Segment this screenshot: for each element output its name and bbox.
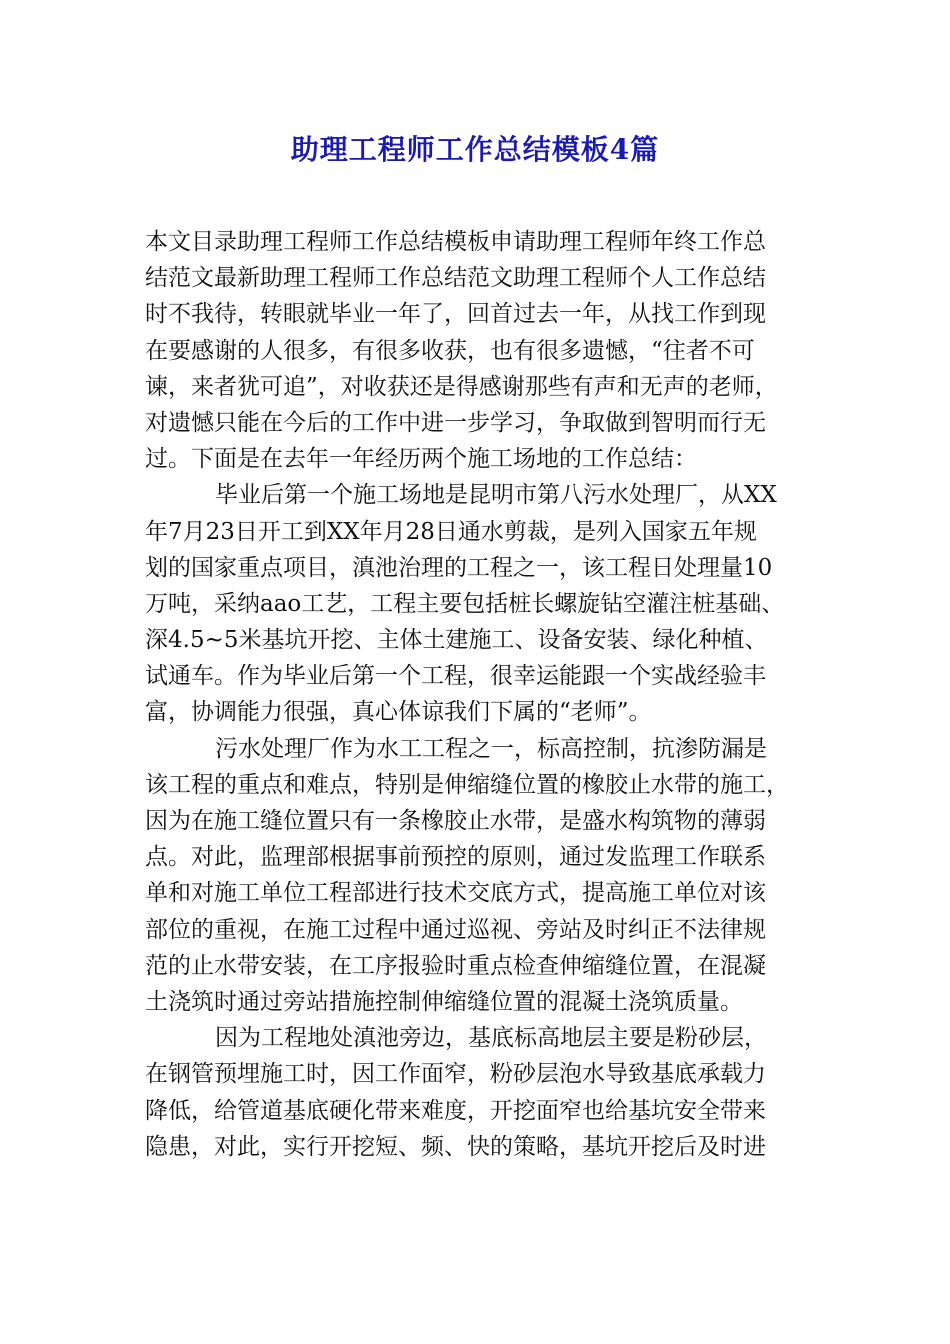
text-line: 范的止水带安装，在工序报验时重点检查伸缩缝位置，在混凝 (145, 952, 766, 979)
document-body (145, 224, 805, 1165)
text-line: 过。下面是在去年一年经历两个施工场地的工作总结： (145, 446, 697, 473)
text-line: 单和对施工单位工程部进行技术交底方式，提高施工单位对该 (145, 880, 766, 907)
text-line: 在要感谢的人很多，有很多收获，也有很多遗憾，“往者不可 (145, 337, 755, 364)
paragraph (145, 731, 805, 1021)
text-line: 深4.5~5米基坑开挖、主体土建施工、设备安装、绿化种植、 (145, 627, 768, 654)
text-line: 毕业后第一个施工场地是昆明市第八污水处理厂，从XX (215, 482, 777, 509)
text-line: 该工程的重点和难点，特别是伸缩缝位置的橡胶止水带的施工， (145, 771, 789, 798)
text-line: 谏，来者犹可追”，对收获还是得感谢那些有声和无声的老师， (145, 373, 778, 400)
paragraph (145, 224, 805, 477)
text-line: 富，协调能力很强，真心体谅我们下属的“老师”。 (145, 699, 652, 726)
text-line: 划的国家重点项目，滇池治理的工程之一，该工程日处理量10 (145, 554, 773, 581)
text-line: 试通车。作为毕业后第一个工程，很幸运能跟一个实战经验丰 (145, 663, 766, 690)
text-line: 隐患，对此，实行开挖短、频、快的策略，基坑开挖后及时进 (145, 1133, 766, 1160)
document-title: 助理工程师工作总结模板4篇 (290, 133, 660, 166)
text-line: 降低，给管道基底硬化带来难度，开挖面窄也给基坑安全带来 (145, 1097, 766, 1124)
text-line: 点。对此，监理部根据事前预控的原则，通过发监理工作联系 (145, 844, 766, 871)
text-line: 结范文最新助理工程师工作总结范文助理工程师个人工作总结 (145, 265, 766, 292)
text-line: 对遗憾只能在今后的工作中进一步学习，争取做到智明而行无 (145, 409, 766, 436)
text-line: 年7月23日开工到XX年月28日通水剪裁，是列入国家五年规 (145, 518, 757, 545)
text-line: 本文目录助理工程师工作总结模板申请助理工程师年终工作总 (145, 229, 766, 255)
paragraph (145, 1020, 805, 1165)
text-line: 因为在施工缝位置只有一条橡胶止水带，是盛水构筑物的薄弱 (145, 808, 766, 834)
text-line: 时不我待，转眼就毕业一年了，回首过去一年，从找工作到现 (145, 301, 766, 328)
text-line: 在钢管预埋施工时，因工作面窄，粉砂层泡水导致基底承载力 (145, 1061, 766, 1088)
text-line: 污水处理厂作为水工工程之一，标高控制，抗渗防漏是 (215, 735, 767, 762)
paragraph (145, 477, 805, 730)
text-line: 万吨，采纳aao工艺，工程主要包括桩长螺旋钻空灌注桩基础、 (145, 590, 785, 617)
text-line: 土浇筑时通过旁站措施控制伸缩缝位置的混凝土浇筑质量。 (145, 988, 743, 1015)
text-line: 部位的重视，在施工过程中通过巡视、旁站及时纠正不法律规 (145, 916, 766, 943)
text-line: 因为工程地处滇池旁边，基底标高地层主要是粉砂层， (215, 1025, 767, 1052)
